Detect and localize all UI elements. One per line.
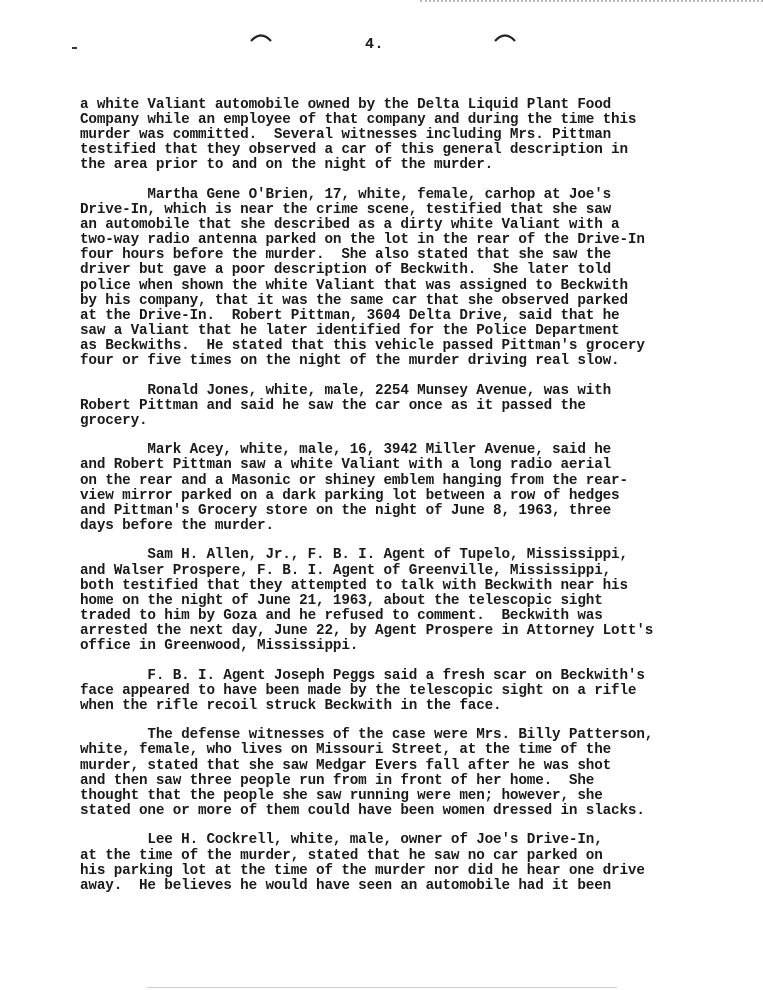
text-line: Lee H. Cockrell, white, male, owner of Joe's Drive-In, — [80, 832, 603, 849]
text-line: white, female, who lives on Missouri Street, at the time of the — [80, 742, 612, 759]
paragraph — [80, 833, 750, 893]
text-line: Mark Acey, white, male, 16, 3942 Miller Avenue, said he — [80, 442, 612, 459]
text-line: Drive-In, which is near the crime scene, testified that she saw — [80, 202, 612, 219]
left-hole-punch-arc — [250, 32, 272, 44]
text-line: an automobile that she described as a dirty white Valiant with a — [80, 217, 620, 234]
paragraph — [80, 188, 750, 369]
bottom-edge-line — [147, 987, 617, 988]
text-line: home on the night of June 21, 1963, about the telescopic sight — [80, 592, 603, 609]
text-line: Ronald Jones, white, male, 2254 Munsey Avenue, was with — [80, 382, 612, 399]
top-dotted-border — [420, 0, 763, 4]
text-line: Company while an employee of that company and during the time this — [80, 112, 637, 129]
text-line: face appeared to have been made by the telescopic sight on a rifle — [80, 682, 637, 699]
text-line: at the Drive-In. Robert Pittman, 3604 Delta Drive, said that he — [80, 307, 620, 324]
text-line: saw a Valiant that he later identified for the Police Department — [80, 322, 620, 339]
text-line: murder, stated that she saw Medgar Evers fall after he was shot — [80, 757, 612, 774]
text-line: Sam H. Allen, Jr., F. B. I. Agent of Tupelo, Mississippi, — [80, 547, 628, 564]
text-line: and Pittman's Grocery store on the night of June 8, 1963, three — [80, 502, 612, 519]
text-line: when the rifle recoil struck Beckwith in the face. — [80, 697, 502, 714]
text-line: arrested the next day, June 22, by Agent Prospere in Attorney Lott's — [80, 622, 654, 639]
text-line: away. He believes he would have seen an automobile had it been — [80, 877, 612, 894]
paragraph — [80, 548, 750, 654]
text-line: stated one or more of them could have been women dressed in slacks. — [80, 802, 645, 819]
text-line: and Robert Pittman saw a white Valiant with a long radio aerial — [80, 457, 612, 474]
text-line: at the time of the murder, stated that he saw no car parked on — [80, 847, 603, 864]
text-line: his parking lot at the time of the murder nor did he hear one drive — [80, 862, 645, 879]
text-line: the area prior to and on the night of the murder. — [80, 157, 494, 174]
text-line: as Beckwiths. He stated that this vehicle passed Pittman's grocery — [80, 337, 645, 354]
text-line: by his company, that it was the same car that she observed parked — [80, 292, 628, 309]
text-line: a white Valiant automobile owned by the Delta Liquid Plant Food — [80, 97, 612, 113]
text-line: murder was committed. Several witnesses including Mrs. Pittman — [80, 127, 612, 144]
paragraph — [80, 669, 750, 714]
text-line: thought that the people she saw running were men; however, she — [80, 787, 603, 804]
paragraph — [80, 728, 750, 819]
paragraph — [80, 443, 750, 534]
text-line: Martha Gene O'Brien, 17, white, female, carhop at Joe's — [80, 186, 612, 203]
text-line: traded to him by Goza and he refused to comment. Beckwith was — [80, 607, 603, 624]
text-line: grocery. — [80, 412, 148, 429]
text-line: view mirror parked on a dark parking lot between a row of hedges — [80, 487, 620, 504]
text-line: driver but gave a poor description of Beckwith. She later told — [80, 262, 612, 279]
paragraph — [80, 384, 750, 429]
right-hole-punch-arc — [494, 32, 516, 44]
text-line: four or five times on the night of the murder driving real slow. — [80, 353, 620, 369]
text-line: two-way radio antenna parked on the lot in the rear of the Drive-In — [80, 232, 645, 249]
text-line: on the rear and a Masonic or shiney emblem hanging from the rear- — [80, 472, 628, 489]
text-line: testified that they observed a car of this general description in — [80, 142, 628, 159]
text-line: Robert Pittman and said he saw the car once as it passed the — [80, 397, 586, 414]
text-line: office in Greenwood, Mississippi. — [80, 638, 359, 654]
text-line: and Walser Prospere, F. B. I. Agent of Greenville, Mississippi, — [80, 562, 612, 579]
text-line: police when shown the white Valiant that was assigned to Beckwith — [80, 277, 628, 294]
text-line: days before the murder. — [80, 517, 274, 534]
text-line: and then saw three people run from in front of her home. She — [80, 772, 595, 789]
document-body — [80, 98, 750, 908]
page-number: 4. — [365, 36, 385, 53]
text-line: The defense witnesses of the case were Mrs. Billy Patterson, — [80, 727, 654, 744]
margin-mark — [72, 47, 77, 49]
text-line: both testified that they attempted to talk with Beckwith near his — [80, 577, 628, 594]
text-line: F. B. I. Agent Joseph Peggs said a fresh scar on Beckwith's — [80, 667, 645, 684]
paragraph — [80, 98, 750, 173]
text-line: four hours before the murder. She also stated that she saw the — [80, 247, 612, 264]
